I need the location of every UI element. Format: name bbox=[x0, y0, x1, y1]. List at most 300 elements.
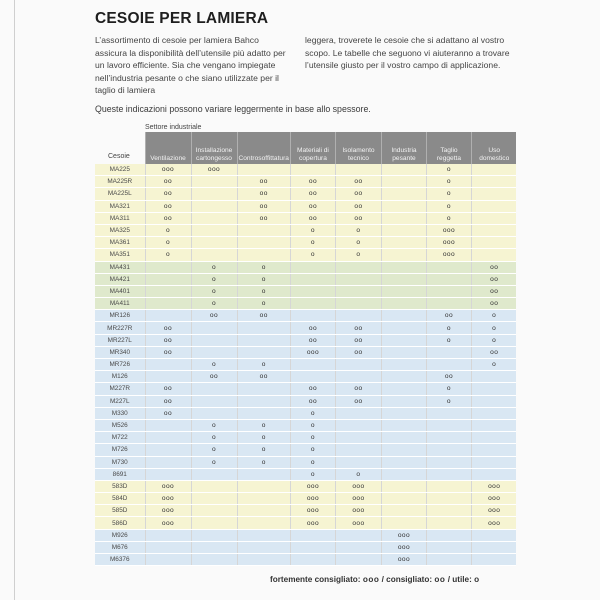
shear-model-name: MA225L bbox=[95, 188, 145, 200]
rating-cell bbox=[381, 164, 426, 176]
shear-model-name: MA361 bbox=[95, 237, 145, 249]
legend-separator: / bbox=[447, 575, 450, 584]
rating-cell: oo bbox=[471, 261, 516, 273]
rating-cell: oo bbox=[290, 188, 335, 200]
column-header: Isolamento tecnico bbox=[335, 132, 381, 164]
shear-model-name: MA411 bbox=[95, 298, 145, 310]
rating-cell bbox=[335, 554, 381, 566]
column-header: Industria pesante bbox=[381, 132, 426, 164]
rating-cell: oo bbox=[290, 395, 335, 407]
rating-cell bbox=[145, 359, 191, 371]
page-title: CESOIE PER LAMIERA bbox=[95, 10, 269, 27]
rating-cell bbox=[335, 298, 381, 310]
rating-cell: ooo bbox=[471, 493, 516, 505]
rating-cell: o bbox=[290, 432, 335, 444]
rating-cell bbox=[426, 298, 471, 310]
table-row bbox=[95, 480, 516, 492]
rating-cell bbox=[145, 419, 191, 431]
rating-cell: oo bbox=[145, 334, 191, 346]
legend-recommended-symbol: oo bbox=[434, 575, 446, 584]
column-header: Installazione cartongesso bbox=[191, 132, 237, 164]
table-row bbox=[95, 419, 516, 431]
rating-cell: oo bbox=[426, 310, 471, 322]
rating-cell: ooo bbox=[471, 505, 516, 517]
rating-cell bbox=[237, 480, 290, 492]
rating-cell: o bbox=[290, 444, 335, 456]
shear-model-name: MA351 bbox=[95, 249, 145, 261]
rating-cell bbox=[290, 273, 335, 285]
rating-cell: o bbox=[290, 456, 335, 468]
column-header: Uso domestico bbox=[471, 132, 516, 164]
rating-cell: ooo bbox=[191, 164, 237, 176]
rating-cell bbox=[426, 261, 471, 273]
shear-model-name: MA321 bbox=[95, 200, 145, 212]
rating-cell: oo bbox=[237, 188, 290, 200]
rating-cell: ooo bbox=[381, 554, 426, 566]
rating-cell bbox=[237, 383, 290, 395]
legend-strong-label: fortemente consigliato: bbox=[270, 575, 361, 584]
rating-cell: o bbox=[145, 224, 191, 236]
rating-cell bbox=[191, 517, 237, 529]
rating-cell bbox=[290, 529, 335, 541]
table-row bbox=[95, 200, 516, 212]
rating-cell: ooo bbox=[145, 480, 191, 492]
rating-cell bbox=[335, 261, 381, 273]
table-row bbox=[95, 176, 516, 188]
rating-cell: o bbox=[426, 334, 471, 346]
shear-model-name: MA225 bbox=[95, 164, 145, 176]
shear-model-name: MA421 bbox=[95, 273, 145, 285]
rating-cell bbox=[471, 371, 516, 383]
rating-cell bbox=[381, 273, 426, 285]
rating-cell: ooo bbox=[335, 517, 381, 529]
rating-cell: o bbox=[335, 224, 381, 236]
rating-cell bbox=[335, 407, 381, 419]
rating-cell: o bbox=[145, 237, 191, 249]
rating-cell bbox=[381, 432, 426, 444]
shear-model-name: M126 bbox=[95, 371, 145, 383]
rating-cell bbox=[381, 176, 426, 188]
rating-cell: oo bbox=[145, 188, 191, 200]
rating-cell: o bbox=[237, 432, 290, 444]
shear-model-name: M6376 bbox=[95, 554, 145, 566]
rating-cell: oo bbox=[335, 334, 381, 346]
rating-cell bbox=[471, 188, 516, 200]
rating-cell: o bbox=[290, 224, 335, 236]
rating-cell bbox=[145, 285, 191, 297]
table-row bbox=[95, 249, 516, 261]
shears-table bbox=[95, 132, 516, 566]
table-row bbox=[95, 224, 516, 236]
rating-cell: o bbox=[426, 212, 471, 224]
rating-cell bbox=[426, 444, 471, 456]
rating-cell bbox=[335, 310, 381, 322]
rating-cell: ooo bbox=[381, 541, 426, 553]
rating-cell: oo bbox=[335, 200, 381, 212]
rating-cell bbox=[237, 468, 290, 480]
rating-cell bbox=[145, 554, 191, 566]
rating-cell bbox=[471, 407, 516, 419]
rating-cell: o bbox=[290, 407, 335, 419]
rating-cell: oo bbox=[237, 200, 290, 212]
shear-model-name: MA325 bbox=[95, 224, 145, 236]
rating-cell bbox=[471, 456, 516, 468]
rating-cell bbox=[237, 541, 290, 553]
rating-cell bbox=[145, 261, 191, 273]
rating-cell bbox=[335, 529, 381, 541]
rating-cell: o bbox=[471, 359, 516, 371]
rating-cell: ooo bbox=[290, 517, 335, 529]
shear-model-name: MA311 bbox=[95, 212, 145, 224]
sector-label: Settore industriale bbox=[145, 124, 202, 131]
rating-cell bbox=[381, 493, 426, 505]
rating-cell: oo bbox=[290, 334, 335, 346]
table-row bbox=[95, 273, 516, 285]
rating-cell bbox=[145, 444, 191, 456]
rating-cell: oo bbox=[145, 322, 191, 334]
shear-model-name: M227L bbox=[95, 395, 145, 407]
rating-cell bbox=[471, 529, 516, 541]
table-row bbox=[95, 285, 516, 297]
rating-cell bbox=[471, 554, 516, 566]
rating-cell bbox=[237, 407, 290, 419]
rating-cell bbox=[237, 554, 290, 566]
rating-cell bbox=[426, 273, 471, 285]
rating-cell bbox=[381, 505, 426, 517]
rating-cell bbox=[335, 371, 381, 383]
rating-cell bbox=[335, 273, 381, 285]
rating-cell bbox=[335, 444, 381, 456]
shear-model-name: MR726 bbox=[95, 359, 145, 371]
column-header: Controsoffittatura bbox=[237, 132, 290, 164]
rating-cell bbox=[191, 334, 237, 346]
rating-cell bbox=[191, 493, 237, 505]
rating-cell: oo bbox=[426, 371, 471, 383]
rating-cell bbox=[426, 419, 471, 431]
rating-cell: ooo bbox=[145, 505, 191, 517]
shear-model-name: MR227R bbox=[95, 322, 145, 334]
table-row bbox=[95, 493, 516, 505]
shear-model-name: MA401 bbox=[95, 285, 145, 297]
legend-strong-symbol: ooo bbox=[362, 575, 380, 584]
shear-model-name: 585D bbox=[95, 505, 145, 517]
table-row bbox=[95, 261, 516, 273]
rating-cell: oo bbox=[335, 322, 381, 334]
rating-cell bbox=[191, 407, 237, 419]
shear-model-name: M526 bbox=[95, 419, 145, 431]
intro-text-left: L’assortimento di cesoie per lamiera Bahco assicura la disponibilità dell’utensile più adatto per un lavoro efficiente. Sia che vengano impiegate nell’industria pesante o che siano utilizzate per il taglio di lamiera bbox=[95, 35, 286, 96]
table-row bbox=[95, 541, 516, 553]
rating-cell bbox=[471, 541, 516, 553]
table-row bbox=[95, 554, 516, 566]
rating-cell: oo bbox=[471, 285, 516, 297]
thickness-note: Queste indicazioni possono variare leggermente in base allo spessore. bbox=[95, 104, 371, 114]
table-row bbox=[95, 322, 516, 334]
rating-cell bbox=[381, 224, 426, 236]
rating-cell: oo bbox=[145, 212, 191, 224]
rating-cell bbox=[145, 529, 191, 541]
rating-cell: o bbox=[191, 456, 237, 468]
rating-cell bbox=[237, 249, 290, 261]
rating-cell bbox=[381, 383, 426, 395]
rating-cell: oo bbox=[237, 310, 290, 322]
rating-cell: ooo bbox=[145, 164, 191, 176]
shear-model-name: 584D bbox=[95, 493, 145, 505]
rating-cell bbox=[191, 224, 237, 236]
rating-cell bbox=[426, 468, 471, 480]
rating-cell: oo bbox=[237, 176, 290, 188]
rating-cell bbox=[335, 359, 381, 371]
table-header-row bbox=[95, 132, 516, 164]
table-row bbox=[95, 371, 516, 383]
page-edge bbox=[14, 0, 15, 600]
shear-model-name: M722 bbox=[95, 432, 145, 444]
rating-cell: o bbox=[145, 249, 191, 261]
rating-cell bbox=[145, 456, 191, 468]
table-row bbox=[95, 298, 516, 310]
rating-cell bbox=[426, 541, 471, 553]
table-row bbox=[95, 432, 516, 444]
rating-cell: oo bbox=[290, 383, 335, 395]
rating-cell bbox=[426, 480, 471, 492]
rating-cell: oo bbox=[237, 371, 290, 383]
rating-cell bbox=[381, 249, 426, 261]
rating-cell: o bbox=[426, 176, 471, 188]
shear-model-name: 586D bbox=[95, 517, 145, 529]
rating-cell bbox=[426, 359, 471, 371]
rating-cell: ooo bbox=[471, 517, 516, 529]
table-row bbox=[95, 517, 516, 529]
rating-cell bbox=[335, 285, 381, 297]
rating-cell: o bbox=[335, 249, 381, 261]
rating-cell: o bbox=[191, 273, 237, 285]
table-row bbox=[95, 212, 516, 224]
rating-cell: o bbox=[237, 444, 290, 456]
rating-cell: o bbox=[471, 334, 516, 346]
rating-cell bbox=[381, 517, 426, 529]
rating-cell bbox=[191, 212, 237, 224]
rating-cell bbox=[471, 444, 516, 456]
rating-cell bbox=[237, 224, 290, 236]
legend-useful-label: utile: bbox=[452, 575, 472, 584]
shear-model-name: MA225R bbox=[95, 176, 145, 188]
table-row bbox=[95, 468, 516, 480]
rating-cell bbox=[145, 310, 191, 322]
rating-cell: o bbox=[426, 383, 471, 395]
rating-cell: ooo bbox=[290, 505, 335, 517]
rating-cell bbox=[381, 212, 426, 224]
rating-cell: ooo bbox=[426, 237, 471, 249]
rating-cell: ooo bbox=[471, 480, 516, 492]
rating-cell: oo bbox=[145, 346, 191, 358]
rating-cell: oo bbox=[145, 407, 191, 419]
rating-cell bbox=[426, 554, 471, 566]
column-header: Taglio reggetta bbox=[426, 132, 471, 164]
rating-cell bbox=[145, 298, 191, 310]
rating-cell: o bbox=[237, 285, 290, 297]
rating-cell bbox=[381, 480, 426, 492]
rating-cell: o bbox=[191, 298, 237, 310]
rating-cell bbox=[471, 432, 516, 444]
rating-cell bbox=[145, 371, 191, 383]
rating-cell: oo bbox=[191, 371, 237, 383]
shear-model-name: MR227L bbox=[95, 334, 145, 346]
rating-cell bbox=[381, 261, 426, 273]
rating-cell: ooo bbox=[290, 346, 335, 358]
rating-cell bbox=[191, 468, 237, 480]
rating-cell: oo bbox=[335, 188, 381, 200]
rating-cell: oo bbox=[191, 310, 237, 322]
rating-cell: o bbox=[191, 359, 237, 371]
rating-cell bbox=[381, 334, 426, 346]
table-row bbox=[95, 395, 516, 407]
rating-cell bbox=[191, 480, 237, 492]
rating-cell: o bbox=[290, 237, 335, 249]
rating-cell: oo bbox=[335, 212, 381, 224]
rating-cell: ooo bbox=[145, 517, 191, 529]
rating-cell bbox=[191, 554, 237, 566]
rating-cell bbox=[335, 164, 381, 176]
table-row bbox=[95, 310, 516, 322]
rating-cell bbox=[471, 237, 516, 249]
rating-cell bbox=[191, 529, 237, 541]
rating-cell: oo bbox=[471, 273, 516, 285]
rating-cell bbox=[381, 322, 426, 334]
rating-cell bbox=[381, 188, 426, 200]
rating-cell bbox=[381, 200, 426, 212]
rating-cell: oo bbox=[145, 383, 191, 395]
shear-model-name: 583D bbox=[95, 480, 145, 492]
rating-cell bbox=[335, 456, 381, 468]
table-row bbox=[95, 383, 516, 395]
rating-cell: ooo bbox=[381, 529, 426, 541]
rating-cell: o bbox=[237, 261, 290, 273]
rating-cell: o bbox=[426, 395, 471, 407]
rating-cell bbox=[471, 164, 516, 176]
shear-model-name: M730 bbox=[95, 456, 145, 468]
rating-cell: o bbox=[471, 310, 516, 322]
shear-model-name: M926 bbox=[95, 529, 145, 541]
rating-cell bbox=[191, 176, 237, 188]
rating-cell bbox=[471, 200, 516, 212]
rating-cell bbox=[237, 395, 290, 407]
rating-cell bbox=[426, 529, 471, 541]
rating-cell bbox=[237, 529, 290, 541]
rating-cell bbox=[191, 237, 237, 249]
rating-cell bbox=[145, 541, 191, 553]
rating-cell bbox=[381, 237, 426, 249]
rating-cell bbox=[191, 383, 237, 395]
rating-cell bbox=[290, 359, 335, 371]
rating-cell bbox=[191, 200, 237, 212]
rating-cell bbox=[290, 541, 335, 553]
rating-cell: oo bbox=[335, 395, 381, 407]
rating-cell bbox=[471, 212, 516, 224]
rating-cell bbox=[426, 346, 471, 358]
row-header-label: Cesoie bbox=[108, 153, 130, 160]
shear-model-name: M330 bbox=[95, 407, 145, 419]
rating-cell: o bbox=[335, 237, 381, 249]
shear-model-name: M676 bbox=[95, 541, 145, 553]
rating-cell: oo bbox=[335, 383, 381, 395]
rating-cell: oo bbox=[471, 346, 516, 358]
rating-cell bbox=[381, 310, 426, 322]
shear-model-name: MR126 bbox=[95, 310, 145, 322]
rating-cell: ooo bbox=[145, 493, 191, 505]
rating-cell: o bbox=[237, 419, 290, 431]
legend-useful-symbol: o bbox=[474, 575, 480, 584]
rating-cell bbox=[237, 505, 290, 517]
rating-cell: ooo bbox=[290, 480, 335, 492]
rating-cell bbox=[381, 468, 426, 480]
rating-cell bbox=[145, 468, 191, 480]
rating-cell bbox=[381, 407, 426, 419]
rating-cell bbox=[290, 298, 335, 310]
table-row bbox=[95, 529, 516, 541]
rating-cell: oo bbox=[145, 200, 191, 212]
rating-cell bbox=[335, 419, 381, 431]
shear-model-name: M726 bbox=[95, 444, 145, 456]
rating-cell: ooo bbox=[426, 249, 471, 261]
rating-cell bbox=[471, 468, 516, 480]
rating-cell: ooo bbox=[335, 480, 381, 492]
column-header: Materiali di copertura bbox=[290, 132, 335, 164]
rating-cell: o bbox=[426, 188, 471, 200]
rating-cell: ooo bbox=[426, 224, 471, 236]
table-body bbox=[95, 164, 516, 566]
rating-cell: o bbox=[237, 456, 290, 468]
rating-cell bbox=[381, 285, 426, 297]
rating-cell bbox=[237, 322, 290, 334]
rating-cell bbox=[381, 395, 426, 407]
rating-cell: o bbox=[191, 432, 237, 444]
rating-cell: o bbox=[290, 249, 335, 261]
rating-cell bbox=[290, 554, 335, 566]
rating-cell bbox=[381, 298, 426, 310]
rating-cell: o bbox=[426, 322, 471, 334]
rating-cell bbox=[290, 310, 335, 322]
table-row bbox=[95, 164, 516, 176]
rating-cell: o bbox=[426, 164, 471, 176]
rating-cell: ooo bbox=[290, 493, 335, 505]
rating-cell bbox=[237, 346, 290, 358]
rating-cell: ooo bbox=[335, 505, 381, 517]
rating-cell: o bbox=[290, 468, 335, 480]
rating-cell: o bbox=[471, 322, 516, 334]
rating-cell bbox=[145, 432, 191, 444]
rating-cell: o bbox=[335, 468, 381, 480]
table-row bbox=[95, 359, 516, 371]
rating-cell: o bbox=[237, 273, 290, 285]
legend-recommended-label: consigliato: bbox=[386, 575, 433, 584]
rating-cell bbox=[191, 346, 237, 358]
rating-cell bbox=[191, 395, 237, 407]
rating-cell bbox=[191, 541, 237, 553]
rating-cell bbox=[426, 456, 471, 468]
table-row bbox=[95, 188, 516, 200]
rating-cell: o bbox=[191, 261, 237, 273]
table-row bbox=[95, 456, 516, 468]
shear-model-name: MA431 bbox=[95, 261, 145, 273]
rating-cell bbox=[191, 188, 237, 200]
rating-cell bbox=[290, 164, 335, 176]
rating-cell: o bbox=[191, 285, 237, 297]
legend-separator: / bbox=[381, 575, 384, 584]
rating-cell: oo bbox=[145, 395, 191, 407]
shear-model-name: MR340 bbox=[95, 346, 145, 358]
rating-cell: oo bbox=[237, 212, 290, 224]
rating-cell bbox=[426, 432, 471, 444]
